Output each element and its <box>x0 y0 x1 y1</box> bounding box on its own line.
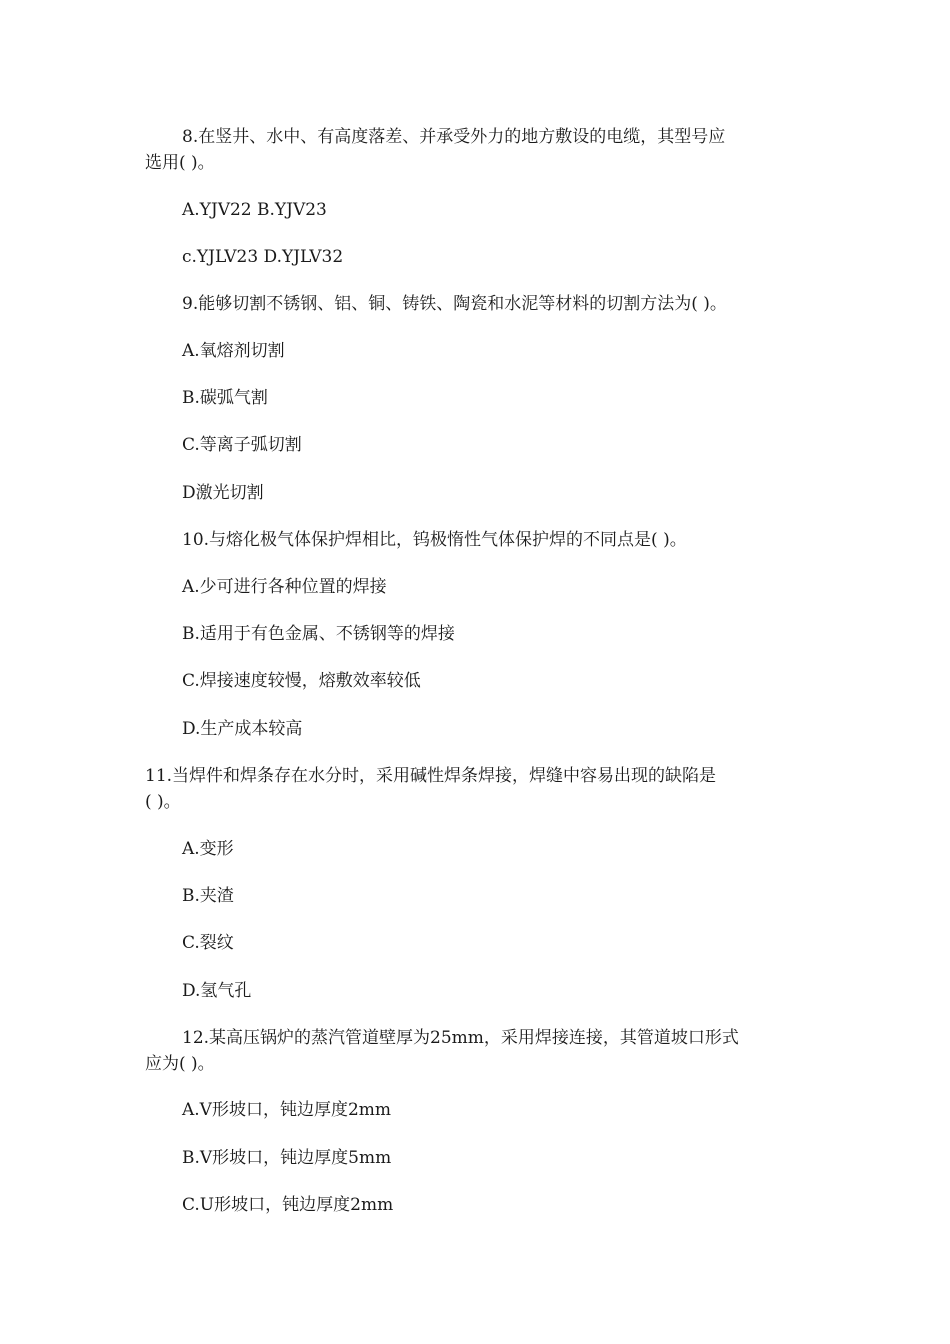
question-10-stem: 10.与熔化极气体保护焊相比，钨极惰性气体保护焊的不同点是( )。 <box>182 530 687 550</box>
question-8-option-cd: c.YJLV23 D.YJLV32 <box>182 247 344 267</box>
question-12-option-a: A.V形坡口，钝边厚度2mm <box>182 1100 392 1120</box>
question-9-stem: 9.能够切割不锈钢、铝、铜、铸铁、陶瓷和水泥等材料的切割方法为( )。 <box>182 294 727 314</box>
question-12-stem-line-2: 应为( )。 <box>145 1054 215 1074</box>
question-8-option-ab: A.YJV22 B.YJV23 <box>182 200 327 220</box>
question-9-option-d: D激光切割 <box>182 483 264 503</box>
question-11-stem-line-2: ( )。 <box>145 792 181 812</box>
question-11-stem-line-1: 11.当焊件和焊条存在水分时，采用碱性焊条焊接，焊缝中容易出现的缺陷是 <box>145 766 717 786</box>
question-11-option-c: C.裂纹 <box>182 933 234 953</box>
question-9-option-c: C.等离子弧切割 <box>182 435 302 455</box>
question-8-stem-line-2: 选用( )。 <box>145 153 215 173</box>
question-8-stem-line-1: 8.在竖井、水中、有高度落差、并承受外力的地方敷设的电缆，其型号应 <box>182 127 726 147</box>
question-10-option-b: B.适用于有色金属、不锈钢等的焊接 <box>182 624 455 644</box>
question-10-option-a: A.少可进行各种位置的焊接 <box>182 577 387 597</box>
question-9-option-b: B.碳弧气割 <box>182 388 268 408</box>
question-9-option-a: A.氧熔剂切割 <box>182 341 285 361</box>
question-11-option-d: D.氢气孔 <box>182 981 252 1001</box>
question-11-option-a: A.变形 <box>182 839 234 859</box>
question-12-option-b: B.V形坡口，钝边厚度5mm <box>182 1148 392 1168</box>
question-10-option-c: C.焊接速度较慢，熔敷效率较低 <box>182 671 421 691</box>
question-10-option-d: D.生产成本较高 <box>182 719 303 739</box>
question-11-option-b: B.夹渣 <box>182 886 234 906</box>
question-12-option-c: C.U形坡口，钝边厚度2mm <box>182 1195 394 1215</box>
question-12-stem-line-1: 12.某高压锅炉的蒸汽管道壁厚为25mm，采用焊接连接，其管道坡口形式 <box>182 1028 739 1048</box>
